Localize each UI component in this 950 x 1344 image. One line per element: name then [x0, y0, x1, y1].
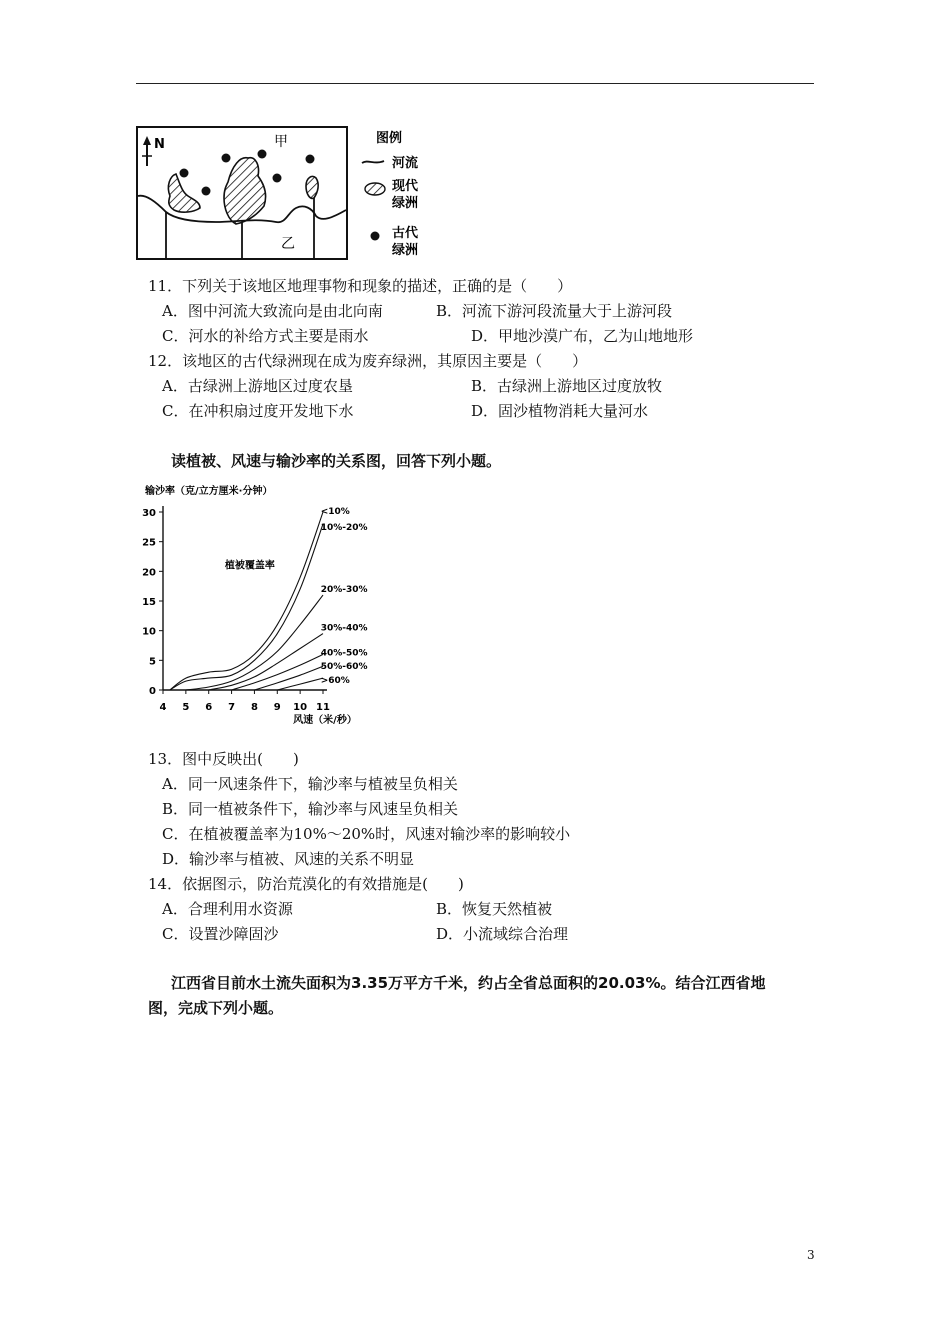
series-label: 20%-30%: [320, 585, 368, 596]
q14-option-d: D．小流域综合治理: [436, 925, 569, 943]
x-tick-label: 6: [205, 702, 213, 713]
label-jia: 甲: [274, 134, 288, 150]
x-axis-label: 风速（米/秒）: [293, 715, 357, 726]
y-tick-label: 30: [142, 508, 156, 519]
y-tick-label: 5: [149, 656, 156, 668]
series-label: 40%-50%: [320, 648, 368, 659]
north-label: N: [154, 137, 165, 152]
legend-modern-label-1: 现代: [392, 179, 419, 194]
q12-option-a: A．古绿洲上游地区过度农垦: [162, 377, 353, 395]
chart-intro: 读植被、风速与输沙率的关系图，回答下列小题。: [171, 452, 502, 470]
series-label: 50%-60%: [320, 662, 368, 673]
label-yi: 乙: [281, 236, 295, 252]
oasis-map: [136, 126, 436, 262]
q11-option-d: D．甲地沙漠广布，乙为山地地形: [471, 327, 694, 345]
legend-ancient-label-1: 古代: [392, 226, 419, 241]
y-axis-label: 输沙率（克/立方厘米·分钟）: [145, 486, 273, 497]
modern-oasis-central: [224, 158, 266, 224]
q11-option-b: B．河流下游河段流量大于上游河段: [436, 302, 673, 320]
legend-river-label: 河流: [392, 156, 419, 171]
q13-option-c: C．在植被覆盖率为10%～20%时，风速对输沙率的影响较小: [162, 825, 571, 843]
north-arrow-icon: [142, 136, 152, 166]
modern-oasis-east: [306, 176, 318, 198]
q13-option-b: B．同一植被条件下，输沙率与风速呈负相关: [162, 800, 459, 818]
header-rule: [136, 83, 814, 84]
chart-annotation: 植被覆盖率: [224, 560, 275, 572]
series-line: [186, 595, 323, 690]
legend-modern-symbol: [365, 183, 385, 195]
jiangxi-intro-line2: 图，完成下列小题。: [148, 999, 284, 1017]
y-tick-label: 0: [149, 686, 156, 697]
legend-river-symbol: [362, 161, 384, 163]
y-tick-label: 10: [142, 626, 156, 638]
series-line: [277, 678, 323, 690]
sand-transport-chart: [140, 480, 390, 730]
q11-option-a: A．图中河流大致流向是由北向南: [162, 302, 383, 320]
x-tick-label: 5: [182, 702, 190, 713]
x-tick-label: 7: [228, 702, 236, 713]
q13-option-a: A．同一风速条件下，输沙率与植被呈负相关: [162, 775, 458, 793]
q13-option-d: D．输沙率与植被、风速的关系不明显: [162, 850, 415, 868]
legend-ancient-symbol: [371, 232, 380, 241]
series-label: >60%: [320, 675, 350, 686]
y-tick-label: 15: [142, 597, 156, 608]
series-line: [170, 512, 323, 690]
q11-stem: 11．下列关于该地区地理事物和现象的描述，正确的是（ ）: [148, 277, 573, 295]
y-tick-label: 25: [142, 537, 156, 549]
q13-stem: 13．图中反映出( ): [148, 750, 299, 768]
x-tick-label: 9: [273, 702, 281, 713]
series-label: 10%-20%: [320, 522, 368, 533]
x-tick-label: 11: [316, 702, 330, 713]
legend-modern-label-2: 绿洲: [392, 196, 419, 211]
legend-title: 图例: [376, 131, 403, 146]
jiangxi-intro-line1: 江西省目前水土流失面积为3.35万平方千米，约占全省总面积的20.03%。结合江西省地: [171, 974, 766, 992]
legend-ancient-label-2: 绿洲: [392, 243, 419, 258]
series-label: 30%-40%: [320, 623, 368, 634]
q12-stem: 12．该地区的古代绿洲现在成为废弃绿洲，其原因主要是（ ）: [148, 352, 588, 370]
q14-stem: 14．依据图示，防治荒漠化的有效措施是( ): [148, 875, 464, 893]
q14-option-b: B．恢复天然植被: [436, 900, 553, 918]
q11-option-c: C．河水的补给方式主要是雨水: [162, 327, 369, 345]
series-label: <10%: [320, 507, 350, 517]
x-tick-label: 10: [293, 702, 308, 713]
q14-option-c: C．设置沙障固沙: [162, 925, 279, 943]
q12-option-c: C．在冲积扇过度开发地下水: [162, 402, 354, 420]
q12-option-b: B．古绿洲上游地区过度放牧: [471, 377, 663, 395]
modern-oasis-west: [168, 174, 200, 212]
x-tick-label: 8: [250, 702, 258, 713]
q12-option-d: D．固沙植物消耗大量河水: [471, 402, 649, 420]
q14-option-a: A．合理利用水资源: [162, 900, 293, 918]
page-number: 3: [807, 1248, 815, 1262]
y-tick-label: 20: [142, 567, 156, 579]
x-tick-label: 4: [159, 702, 167, 713]
